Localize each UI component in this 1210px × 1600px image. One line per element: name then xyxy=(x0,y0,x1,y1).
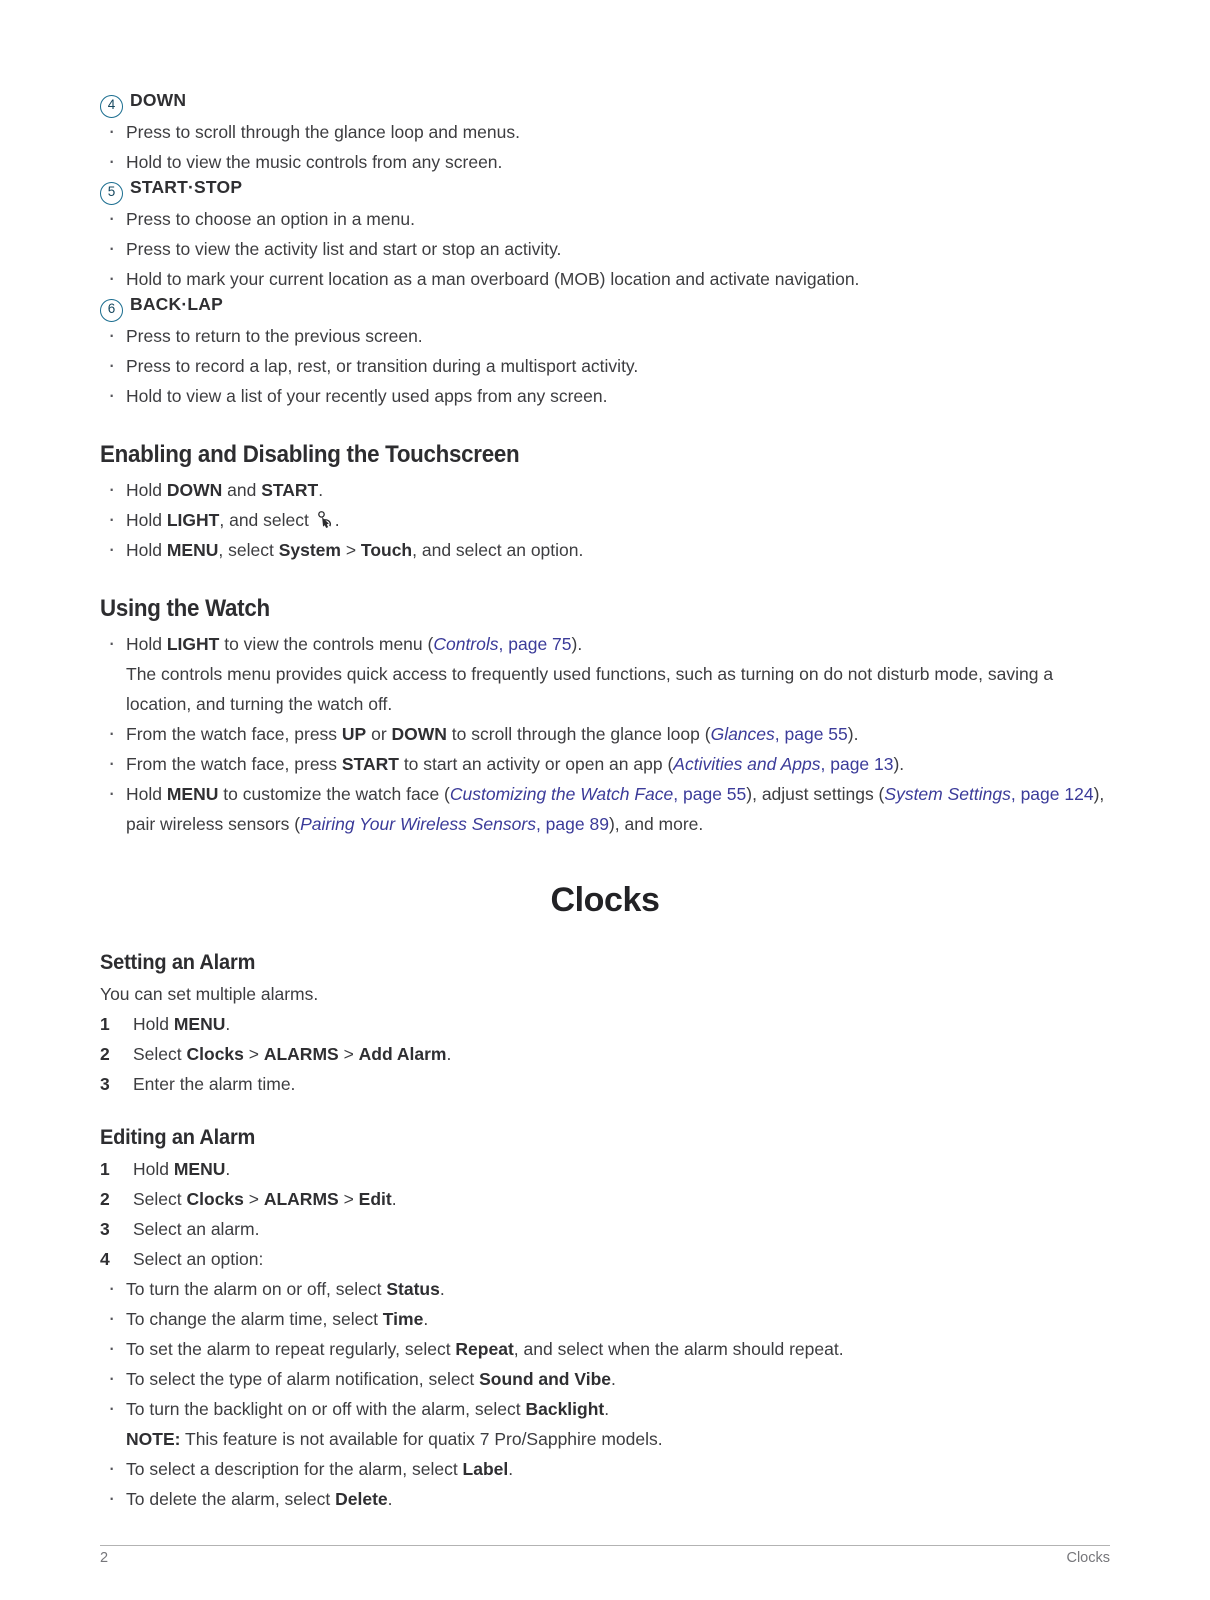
text-fragment: ). xyxy=(847,724,859,744)
button-entry-down xyxy=(100,90,1110,115)
key-name: DOWN xyxy=(391,724,447,744)
button-reference-list xyxy=(100,90,1110,411)
menu-name: Repeat xyxy=(455,1339,514,1359)
list-item xyxy=(100,1009,1110,1039)
menu-name: Add Alarm xyxy=(358,1044,447,1064)
text-fragment: . xyxy=(225,1159,231,1179)
text-fragment: To change the alarm time, select xyxy=(126,1309,383,1329)
menu-name: Sound and Vibe xyxy=(479,1369,612,1389)
text-fragment: . xyxy=(446,1044,452,1064)
text-fragment: Hold xyxy=(126,540,167,560)
section-heading-touchscreen: Enabling and Disabling the Touchscreen xyxy=(100,441,520,468)
list-item xyxy=(100,505,1110,535)
text-fragment: Hold xyxy=(126,510,167,530)
step-number: 3 xyxy=(100,1219,110,1239)
text-fragment: From the watch face, press xyxy=(126,754,342,774)
menu-name: ALARMS xyxy=(263,1189,339,1209)
step-number: 1 xyxy=(100,1159,110,1179)
menu-name: Clocks xyxy=(186,1044,244,1064)
menu-name: Status xyxy=(386,1279,440,1299)
text-fragment: . xyxy=(318,480,324,500)
footer-divider xyxy=(100,1545,1110,1546)
list-item: · Press to view the activity list and start or stop an activity. xyxy=(100,234,1110,264)
text-fragment: > xyxy=(243,1044,264,1064)
text-fragment: To turn the alarm on or off, select xyxy=(126,1279,387,1299)
circled-number-icon: 4 xyxy=(100,95,123,118)
footer-chapter-name: Clocks xyxy=(1066,1550,1110,1566)
touchscreen-bullets xyxy=(100,475,1110,565)
text-fragment: ), adjust settings ( xyxy=(746,784,885,804)
menu-name: Touch xyxy=(360,540,413,560)
text-fragment: . xyxy=(439,1279,445,1299)
cross-reference-link[interactable]: Pairing Your Wireless Sensors xyxy=(300,814,536,834)
setting-alarm-steps xyxy=(100,1009,1110,1099)
text-fragment: . xyxy=(611,1369,616,1389)
step-number: 1 xyxy=(100,1014,110,1034)
step-number: 2 xyxy=(100,1044,110,1064)
text-fragment: or xyxy=(366,724,392,744)
text-fragment: to scroll through the glance loop ( xyxy=(446,724,711,744)
list-item xyxy=(100,1394,1110,1454)
list-item xyxy=(100,1154,1110,1184)
step-number: 3 xyxy=(100,1074,110,1094)
chapter-title: Clocks xyxy=(550,881,660,919)
text-fragment: , and select an option. xyxy=(412,540,584,560)
text-fragment: To turn the backlight on or off with the alarm, select xyxy=(126,1399,526,1419)
key-name: LIGHT xyxy=(166,510,220,530)
list-item xyxy=(100,1214,1110,1244)
list-item xyxy=(100,749,1110,779)
key-name: MENU xyxy=(173,1159,226,1179)
text-fragment: , and select xyxy=(219,510,314,530)
text-fragment: To select a description for the alarm, select xyxy=(126,1459,463,1479)
text-fragment: > xyxy=(340,540,361,560)
section-heading-using-the-watch: Using the Watch xyxy=(100,595,270,622)
list-item xyxy=(100,1334,1110,1364)
note-label: NOTE: xyxy=(126,1429,181,1449)
circled-number-icon: 5 xyxy=(100,182,123,205)
using-the-watch-bullets xyxy=(100,629,1110,659)
key-name: MENU xyxy=(166,540,219,560)
text-fragment: . xyxy=(423,1309,429,1329)
button-down-bullets xyxy=(100,117,1110,177)
key-name: UP xyxy=(341,724,367,744)
text-fragment: , and select when the alarm should repeat. xyxy=(513,1339,844,1359)
cross-reference-link[interactable]: System Settings xyxy=(884,784,1011,804)
menu-name: System xyxy=(278,540,341,560)
cross-reference-page[interactable]: , page 55 xyxy=(673,784,747,804)
note-block xyxy=(126,1424,1110,1454)
text-fragment: Hold xyxy=(126,480,167,500)
step-number: 4 xyxy=(100,1249,110,1269)
text-fragment: to customize the watch face ( xyxy=(218,784,450,804)
cross-reference-link[interactable]: Customizing the Watch Face xyxy=(449,784,674,804)
key-name: LIGHT xyxy=(166,634,220,654)
note-text: This feature is not available for quatix 7 Pro/Sapphire models. xyxy=(180,1429,663,1449)
text-fragment: . xyxy=(604,1399,610,1419)
list-item xyxy=(100,719,1110,749)
editing-alarm-steps xyxy=(100,1154,1110,1274)
text-fragment: ). xyxy=(571,634,583,654)
button-start-stop-bullets xyxy=(100,204,1110,294)
key-name: DOWN xyxy=(166,480,223,500)
list-item: · Press to return to the previous screen. xyxy=(100,321,1110,351)
button-key-label: BACK·LAP xyxy=(130,294,223,314)
setting-alarm-intro: You can set multiple alarms. xyxy=(100,984,319,1004)
text-fragment: Select an option: xyxy=(133,1249,264,1269)
page-footer xyxy=(100,1545,1110,1566)
list-item xyxy=(100,1484,1110,1514)
menu-name: Delete xyxy=(335,1489,388,1509)
text-fragment: Hold xyxy=(133,1159,174,1179)
list-item xyxy=(100,1454,1110,1484)
list-item xyxy=(100,1039,1110,1069)
list-item xyxy=(100,1274,1110,1304)
text-fragment: Select xyxy=(133,1044,187,1064)
button-key-label: START·STOP xyxy=(130,177,243,197)
cross-reference-page[interactable]: , page 13 xyxy=(820,754,894,774)
text-fragment: . xyxy=(508,1459,514,1479)
list-item: · Press to choose an option in a menu. xyxy=(100,204,1110,234)
text-fragment: Select xyxy=(133,1189,187,1209)
text-fragment: to view the controls menu ( xyxy=(219,634,434,654)
list-item: · Press to record a lap, rest, or transition during a multisport activity. xyxy=(100,351,1110,381)
text-fragment: . xyxy=(387,1489,393,1509)
menu-name: Label xyxy=(462,1459,509,1479)
cross-reference-page[interactable]: , page 89 xyxy=(535,814,609,834)
cross-reference-link[interactable]: Controls xyxy=(433,634,499,654)
text-fragment: ). xyxy=(893,754,905,774)
section-heading-editing-an-alarm: Editing an Alarm xyxy=(100,1125,256,1149)
text-fragment: . xyxy=(334,510,340,530)
text-fragment: To set the alarm to repeat regularly, select xyxy=(126,1339,456,1359)
menu-name: Time xyxy=(382,1309,424,1329)
text-fragment: > xyxy=(243,1189,264,1209)
button-back-lap-bullets xyxy=(100,321,1110,411)
text-fragment: To delete the alarm, select xyxy=(126,1489,336,1509)
list-item xyxy=(100,1184,1110,1214)
text-fragment: Enter the alarm time. xyxy=(133,1074,296,1094)
key-name: MENU xyxy=(166,784,219,804)
circled-number-icon: 6 xyxy=(100,299,123,322)
text-fragment: To select the type of alarm notification, select xyxy=(126,1369,480,1389)
text-fragment: . xyxy=(225,1014,231,1034)
list-item xyxy=(100,1364,1110,1394)
cross-reference-page[interactable]: , page 55 xyxy=(774,724,848,744)
list-item: · Hold to view a list of your recently used apps from any screen. xyxy=(100,381,1110,411)
list-item xyxy=(100,535,1110,565)
using-the-watch-bullets-2 xyxy=(100,719,1110,839)
cross-reference-page[interactable]: , page 75 xyxy=(498,634,572,654)
menu-name: Edit xyxy=(358,1189,392,1209)
cross-reference-page[interactable]: , page 124 xyxy=(1010,784,1094,804)
text-fragment: ), pair wireless sensors ( xyxy=(126,784,1105,834)
key-name: START xyxy=(341,754,399,774)
text-fragment: Hold xyxy=(133,1014,174,1034)
key-name: START xyxy=(261,480,319,500)
key-name: MENU xyxy=(173,1014,226,1034)
section-heading-setting-an-alarm: Setting an Alarm xyxy=(100,950,256,974)
text-fragment: From the watch face, press xyxy=(126,724,342,744)
list-item xyxy=(100,779,1110,839)
step-number: 2 xyxy=(100,1189,110,1209)
menu-name: Clocks xyxy=(186,1189,244,1209)
list-item: · Hold to mark your current location as a man overboard (MOB) location and activate navigation. xyxy=(100,264,1110,294)
list-item xyxy=(100,1244,1110,1274)
menu-name: ALARMS xyxy=(263,1044,339,1064)
using-the-watch-paragraph: The controls menu provides quick access to frequently used functions, such as turning on do not disturb mode, saving a location, and turning the watch off. xyxy=(126,664,1054,714)
cross-reference-link[interactable]: Activities and Apps xyxy=(673,754,821,774)
text-fragment: Hold xyxy=(126,634,167,654)
text-fragment: and xyxy=(222,480,262,500)
text-fragment: ), and more. xyxy=(608,814,704,834)
editing-alarm-options xyxy=(100,1274,1110,1514)
text-fragment: Select an alarm. xyxy=(133,1219,260,1239)
text-fragment: , select xyxy=(218,540,279,560)
list-item xyxy=(100,1304,1110,1334)
text-fragment: > xyxy=(338,1044,359,1064)
footer-page-number: 2 xyxy=(100,1550,109,1566)
menu-name: Backlight xyxy=(525,1399,605,1419)
button-key-label: DOWN xyxy=(130,90,187,110)
text-fragment: > xyxy=(338,1189,359,1209)
text-fragment: Hold xyxy=(126,784,167,804)
list-item: · Press to scroll through the glance loop and menus. xyxy=(100,117,1110,147)
text-fragment: to start an activity or open an app ( xyxy=(398,754,674,774)
button-entry-start-stop xyxy=(100,177,1110,202)
button-entry-back-lap xyxy=(100,294,1110,319)
cross-reference-link[interactable]: Glances xyxy=(710,724,775,744)
text-fragment: . xyxy=(391,1189,397,1209)
touch-gesture-icon xyxy=(315,508,334,527)
list-item: · Hold to view the music controls from any screen. xyxy=(100,147,1110,177)
list-item xyxy=(100,629,1110,659)
list-item xyxy=(100,1069,1110,1099)
list-item xyxy=(100,475,1110,505)
